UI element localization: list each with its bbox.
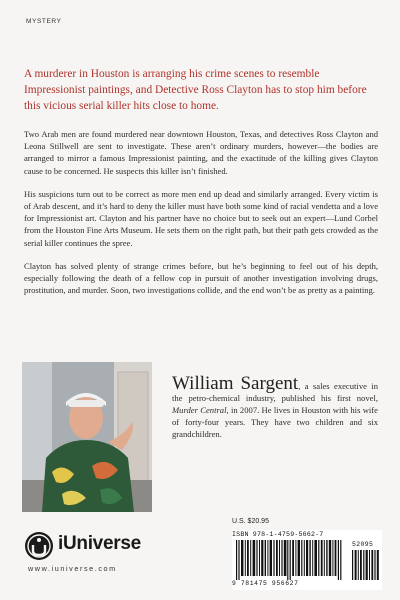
- author-bio-intro: , a sales executive in the petro-chemical industry, published his first novel,: [172, 381, 378, 403]
- barcode-number: 9 781475 956627: [232, 580, 299, 587]
- publisher-logo: [24, 530, 164, 564]
- author-bio-rest: , in 2007. He lives in Houston with his wife of forty-four years. They have two children and six grandchildren.: [172, 404, 378, 439]
- isbn-label: ISBN 978-1-4759-5662-7: [232, 531, 324, 538]
- barcode-addon-number: 52095: [352, 541, 374, 548]
- author-photo-image: [22, 362, 152, 512]
- synopsis-paragraph-1: Two Arab men are found murdered near downtown Houston, Texas, and detectives Ross Clayton and Leona Stillwell are sent to investigate. These aren’t ordinary murders, however—the bodies are arranged to mirror a famous Impressionist painting, and the exactitude of the killing gives Clayton cause to be concerned. He suspects this killer isn’t finished.: [24, 129, 378, 176]
- barcode-block: [232, 530, 382, 590]
- author-photo: [22, 362, 152, 512]
- iuniverse-icon: [24, 531, 54, 561]
- price-label: U.S. $20.95: [232, 518, 269, 525]
- publisher-url: www.iuniverse.com: [28, 564, 117, 573]
- synopsis: [24, 128, 378, 307]
- synopsis-paragraph-3: Clayton has solved plenty of strange crimes before, but he’s beginning to feel out of his depth, especially following the death of a fellow cop in pursuit of another investigation involving drugs, prostitution, and murder. Soon, two investigations collide, and the end won’t be as pretty as a painting.: [24, 260, 378, 296]
- publisher-logo-text: iUniverse: [58, 533, 141, 554]
- author-bio: [172, 373, 378, 441]
- synopsis-paragraph-2: His suspicions turn out to be correct as more men end up dead and similarly arranged. Every victim is of Arab descent, and it’s hard to deny the killer must have both some kind of racial vendetta and a love for Impressionist art. Clayton and his partner have no choice but to seek out an expert—Lund Corbel from the Houston Fine Arts Museum. He sets them on the right path, but their path gets crowded as the serial killer continues the spree.: [24, 188, 378, 248]
- author-first-novel: Murder Central: [172, 404, 227, 415]
- tagline: A murderer in Houston is arranging his crime scenes to resemble Impressionist paintings, and Detective Ross Clayton has to stop him before this vicious serial killer hits close to home.: [24, 68, 367, 113]
- genre-label: MYSTERY: [26, 18, 62, 25]
- author-name: William Sargent: [172, 373, 299, 394]
